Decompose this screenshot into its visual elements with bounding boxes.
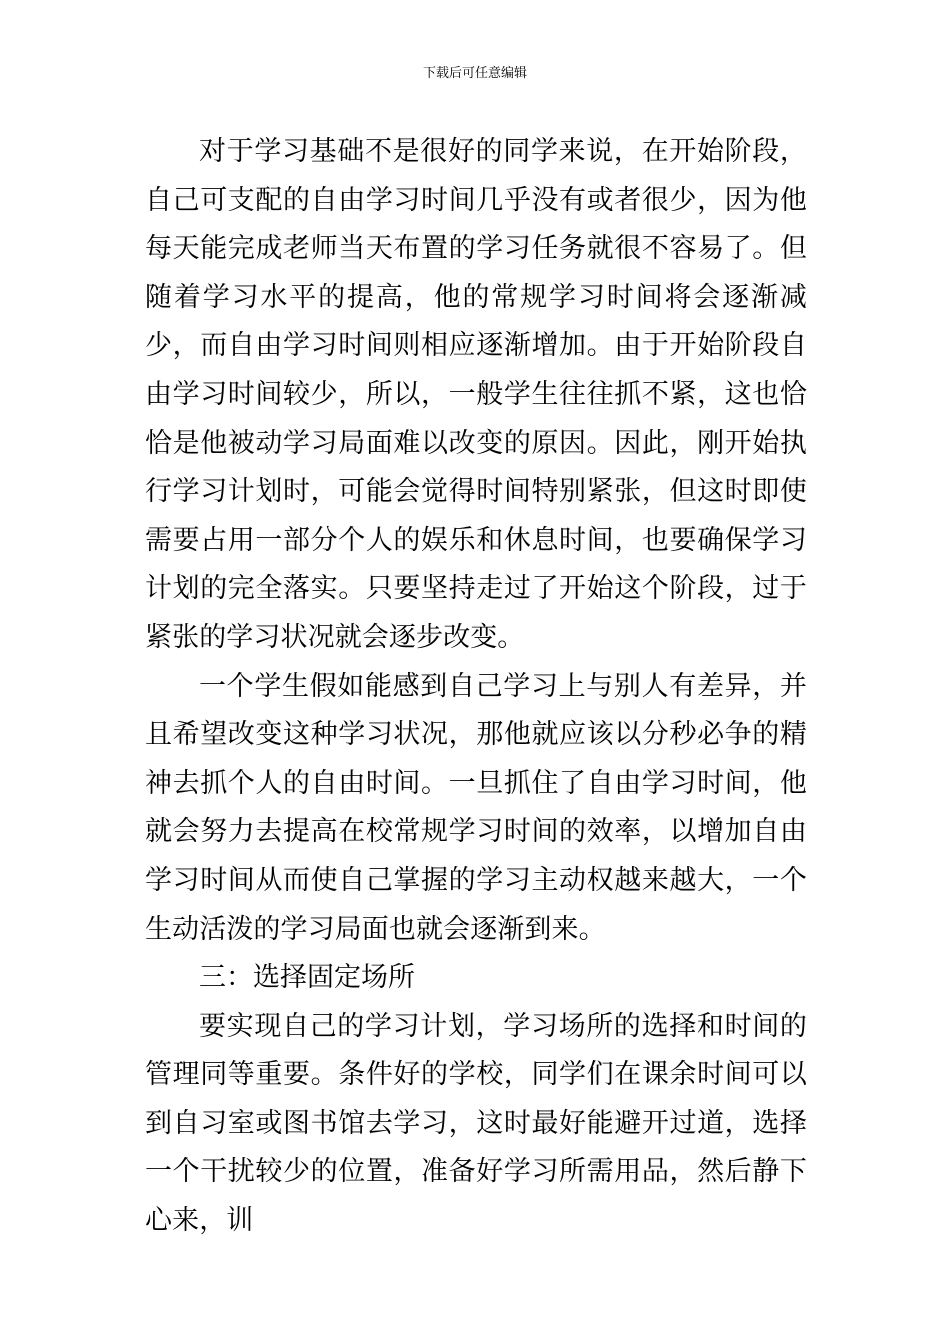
paragraph: 要实现自己的学习计划，学习场所的选择和时间的管理同等重要。条件好的学校，同学们在课余时间可以到自习室或图书馆去学习，这时最好能避开过道，选择一个干扰较少的位置，准备好学习所需用品，然后静下心来，训 [145, 1010, 807, 1237]
header-note: 下载后可任意编辑 [422, 66, 527, 81]
paragraph: 一个学生假如能感到自己学习上与别人有差异，并且希望改变这种学习状况，那他就应该以分秒必争的精神去抓个人的自由时间。一旦抓住了自由学习时间，他就会努力去提高在校常规学习时间的效率，以增加自由学习时间从而使自己掌握的学习主动权越来越大，一个生动活泼的学习局面也就会逐渐到来。 [145, 670, 807, 945]
paragraph: 对于学习基础不是很好的同学来说，在开始阶段，自己可支配的自由学习时间几乎没有或者很少，因为他每天能完成老师当天布置的学习任务就很不容易了。但随着学习水平的提高，他的常规学习时间将会逐渐减少，而自由学习时间则相应逐渐增加。由于开始阶段自由学习时间较少，所以，一般学生往往抓不紧，这也恰恰是他被动学习局面难以改变的原因。因此，刚开始执行学习计划时，可能会觉得时间特别紧张，但这时即使需要占用一部分个人的娱乐和休息时间，也要确保学习计划的完全落实。只要坚持走过了开始这个阶段，过于紧张的学习状况就会逐步改变。 [145, 136, 807, 653]
document-body [145, 128, 807, 1246]
section-heading: 三：选择固定场所 [199, 962, 415, 994]
